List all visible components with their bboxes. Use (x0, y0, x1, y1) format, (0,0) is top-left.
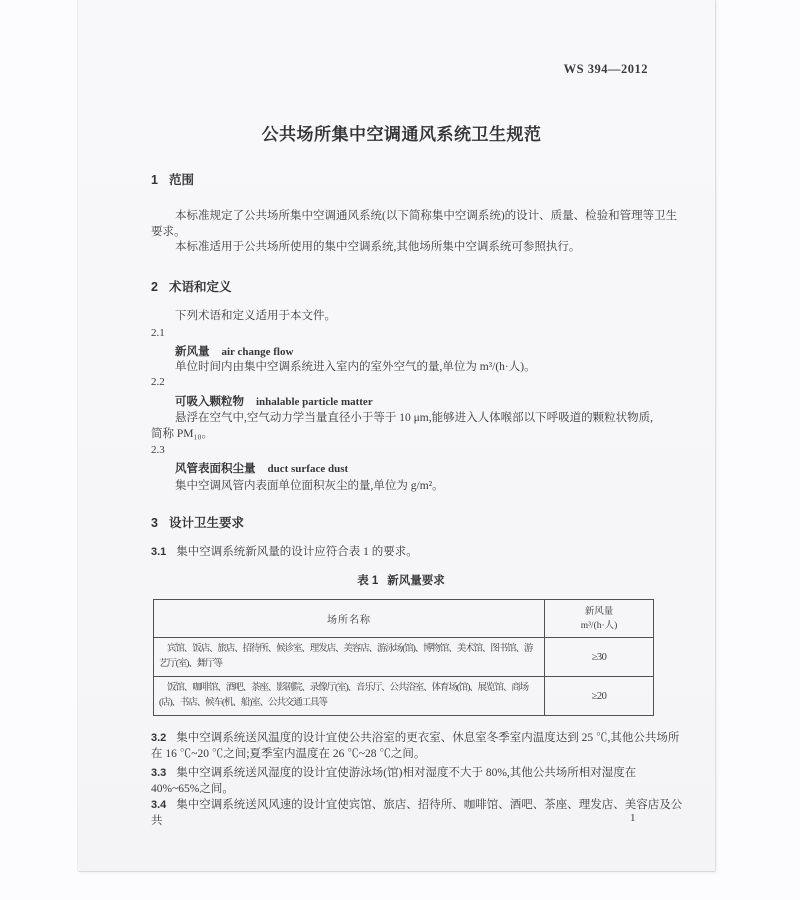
table-caption-label: 表 1 (357, 575, 379, 587)
clause-text: 集中空调系统送风湿度的设计宜使游泳场(馆)相对湿度不大于 80%,其他公共场所相对湿度在 40%~65%之间。 (151, 767, 637, 795)
column-header-place: 场所名称 (154, 600, 545, 638)
column-header-airflow (545, 600, 654, 638)
terms-intro: 下列术语和定义适用于本文件。 (175, 310, 336, 322)
clause-number: 3.2 (151, 732, 167, 744)
paragraph-scope-1: 本标准规定了公共场所集中空调通风系统(以下简称集中空调系统)的设计、质量、检验和管理等卫生要求。 (151, 210, 678, 238)
airflow-cell: ≥20 (545, 677, 654, 716)
heading-number: 3 (151, 516, 158, 530)
heading-label: 设计卫生要求 (168, 516, 244, 530)
term-name-en: inhalable particle matter (256, 396, 373, 408)
page-number: 1 (630, 812, 636, 824)
place-cell: 饭馆、咖啡馆、酒吧、茶座、影剧院、录像厅(室)、音乐厅、公共浴室、体育场(馆)、展览馆、商场(店)、书店、候车(机、船)室、公共交通工具等 (154, 677, 545, 716)
clause-text: 集中空调系统送风风速的设计宜使宾馆、旅店、招待所、咖啡馆、酒吧、茶座、理发店、美容店及公共 (151, 799, 683, 827)
term-number: 2.1 (151, 327, 165, 339)
clause-3-1 (151, 545, 683, 561)
standard-number: WS 394—2012 (563, 62, 648, 76)
table-header-row (154, 600, 654, 638)
document-title: 公共场所集中空调通风系统卫生规范 (261, 125, 542, 144)
section-3-heading (151, 513, 244, 531)
clause-text: 集中空调系统送风温度的设计宜使公共浴室的更衣室、休息室冬季室内温度达到 25 ℃,其他公共场所在 16 ℃~20 ℃之间;夏季室内温度在 26 ℃~28 ℃之间。 (151, 732, 680, 760)
table-row (154, 677, 654, 716)
term-name (175, 460, 348, 476)
term-name (175, 393, 373, 409)
term-name-en: air change flow (221, 346, 294, 358)
section-2-heading (151, 277, 231, 295)
clause-number: 3.4 (151, 799, 167, 811)
airflow-header-line1: 新风量 (584, 606, 614, 617)
document-page (78, 0, 715, 871)
term-name (175, 343, 293, 359)
place-cell: 宾馆、饭店、旅店、招待所、候诊室、理发店、美容店、游泳场(馆)、博物馆、美术馆、图书馆、游艺厅(室)、舞厅等 (154, 638, 545, 677)
table-row (154, 638, 654, 677)
airflow-cell: ≥30 (545, 638, 654, 677)
paragraph-scope-2: 本标准适用于公共场所使用的集中空调系统,其他场所集中空调系统可参照执行。 (175, 241, 581, 253)
term-name-cn: 新风量 (175, 346, 210, 358)
term-definition: 悬浮在空气中,空气动力学当量直径小于等于 10 μm,能够进入人体喉部以下呼吸道的颗粒状物质,简称 PM₁₀。 (151, 412, 653, 440)
section-1-heading (151, 170, 194, 188)
heading-label: 范围 (168, 173, 194, 187)
table-caption (151, 572, 651, 588)
term-name-cn: 可吸入颗粒物 (175, 396, 244, 408)
airflow-header-line2: m³/(h·人) (580, 620, 618, 631)
term-name-cn: 风管表面积尘量 (175, 463, 256, 475)
heading-number: 2 (151, 280, 158, 294)
clause-3-4 (151, 798, 683, 829)
term-definition: 单位时间内由集中空调系统进入室内的室外空气的量,单位为 m³/(h·人)。 (175, 361, 536, 373)
term-number: 2.2 (151, 376, 165, 388)
clause-3-3 (151, 766, 683, 797)
table-1 (153, 599, 654, 716)
term-definition: 集中空调风管内表面单位面积灰尘的量,单位为 g/m²。 (175, 480, 444, 492)
clause-text: 集中空调系统新风量的设计应符合表 1 的要求。 (176, 546, 418, 558)
heading-label: 术语和定义 (168, 280, 232, 294)
heading-number: 1 (151, 173, 158, 187)
clause-number: 3.3 (151, 767, 167, 779)
term-number: 2.3 (151, 444, 165, 456)
clause-3-2 (151, 731, 683, 762)
term-name-en: duct surface dust (267, 463, 349, 475)
table-caption-title: 新风量要求 (387, 575, 445, 587)
clause-number: 3.1 (151, 546, 167, 558)
